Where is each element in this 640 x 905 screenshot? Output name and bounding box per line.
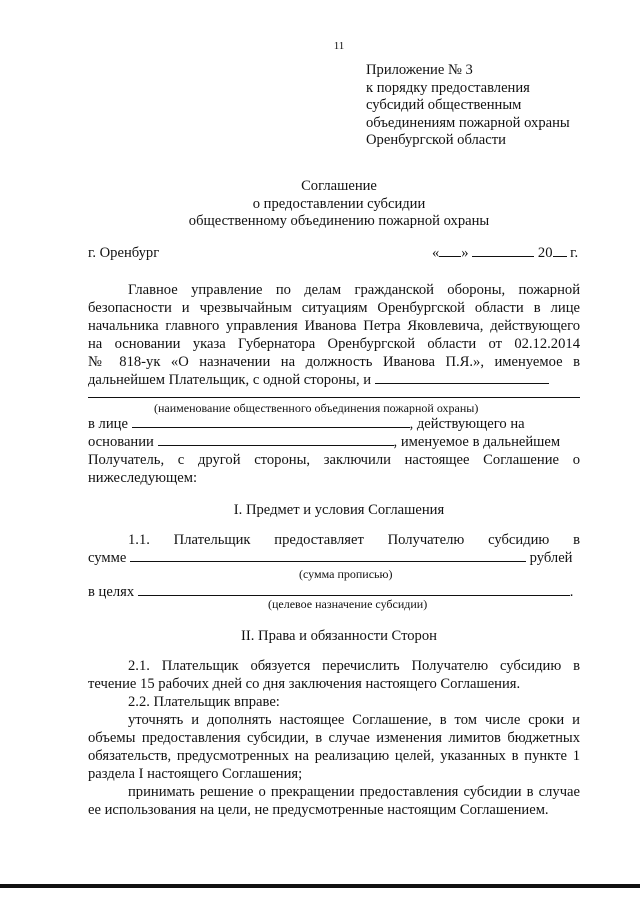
month-blank xyxy=(472,245,534,257)
preamble-line: № 818-ук «О назначении на должность Иванова П.Я.», именуемое в xyxy=(88,354,580,370)
org-caption: (наименование общественного объединения пожарной охраны) xyxy=(154,401,479,415)
appendix-line: к порядку предоставления xyxy=(366,79,530,96)
basis-blank xyxy=(158,434,394,446)
person-blank xyxy=(132,416,410,428)
appendix-line: субсидий общественным xyxy=(366,97,522,113)
purpose-end: . xyxy=(569,584,574,600)
preamble-line: безопасности и чрезвычайным ситуациям Оренбургской области в лице xyxy=(88,300,580,316)
day-blank xyxy=(439,245,461,257)
preamble-line: Главное управление по делам гражданской обороны, пожарной xyxy=(128,282,580,298)
purpose-caption: (целевое назначение субсидии) xyxy=(268,597,428,611)
appendix-line: Приложение № 3 xyxy=(366,62,473,78)
clause-1-1: 1.1. Плательщик предоставляет Получателю субсидию в xyxy=(128,532,580,548)
appendix-line: объединениям пожарной охраны xyxy=(366,114,570,131)
date-year: 20 xyxy=(537,245,553,261)
appendix-block xyxy=(366,62,570,150)
purpose-blank xyxy=(138,584,570,596)
following-line: нижеследующем: xyxy=(88,470,198,486)
purpose-label: в целях xyxy=(88,584,135,600)
basis-line xyxy=(88,434,580,451)
preamble-line-last xyxy=(88,372,580,389)
title-line: о предоставлении субсидии xyxy=(252,195,426,212)
sum-label: сумме xyxy=(88,550,127,566)
clause-2-2-b-line: ее использования на цели, не предусмотренные настоящим Соглашением. xyxy=(88,802,549,818)
org-name-line xyxy=(88,397,580,398)
clause-2-1-line: течение 15 рабочих дней со дня заключения настоящего Соглашения. xyxy=(88,676,521,692)
date-line xyxy=(432,245,578,262)
named-label: , именуемое в дальнейшем xyxy=(393,434,561,450)
clause-2-2-a-line: раздела I настоящего Соглашения; xyxy=(88,766,303,782)
clause-2-2-a-line: обязательств, предусмотренных на реализацию целей, указанных в пункте 1 xyxy=(88,748,580,764)
rubles-label: рублей xyxy=(529,550,573,566)
appendix-line: Оренбургской области xyxy=(366,132,506,148)
preamble-line: начальника главного управления Иванова Петра Яковлевича, действующего xyxy=(88,318,580,334)
section-2-heading: II. Права и обязанности Сторон xyxy=(241,628,437,644)
preamble-text: дальнейшем Плательщик, с одной стороны, и xyxy=(88,372,372,388)
basis-label: основании xyxy=(88,434,154,450)
recipient-line: Получатель, с другой стороны, заключили настоящее Соглашение о xyxy=(88,452,580,468)
clause-2-2-a-line: уточнять и дополнять настоящее Соглашение, в том числе сроки и xyxy=(128,712,580,728)
section-1-heading: I. Предмет и условия Соглашения xyxy=(233,502,445,518)
clause-2-2-a-line: объемы предоставления субсидии, в случае изменения лимитов бюджетных xyxy=(88,730,580,746)
in-person-line xyxy=(88,416,580,433)
acting-label: , действующего на xyxy=(409,416,525,432)
date-quote-open: « xyxy=(432,245,440,261)
preamble-line: на основании указа Губернатора Оренбургской области от 02.12.2014 xyxy=(88,336,580,352)
date-quote-close: » xyxy=(461,245,469,261)
title-line: общественному объединению пожарной охраны xyxy=(188,213,490,229)
document-title xyxy=(0,178,640,231)
in-person-label: в лице xyxy=(88,416,128,432)
sum-blank xyxy=(130,550,526,562)
place: г. Оренбург xyxy=(88,245,160,261)
clause-2-2-b-line: принимать решение о прекращении предоставления субсидии в случае xyxy=(128,784,580,800)
title-line: Соглашение xyxy=(301,178,377,194)
scan-bottom-edge xyxy=(0,884,640,888)
year-blank xyxy=(553,245,567,257)
clause-2-2: 2.2. Плательщик вправе: xyxy=(128,694,280,710)
org-name-blank xyxy=(375,372,549,384)
page-number: 11 xyxy=(333,40,345,52)
date-suffix: г. xyxy=(570,245,579,261)
sum-caption: (сумма прописью) xyxy=(299,567,393,581)
clause-2-1-line: 2.1. Плательщик обязуется перечислить Получателю субсидию в xyxy=(128,658,580,674)
sum-line xyxy=(88,550,580,567)
